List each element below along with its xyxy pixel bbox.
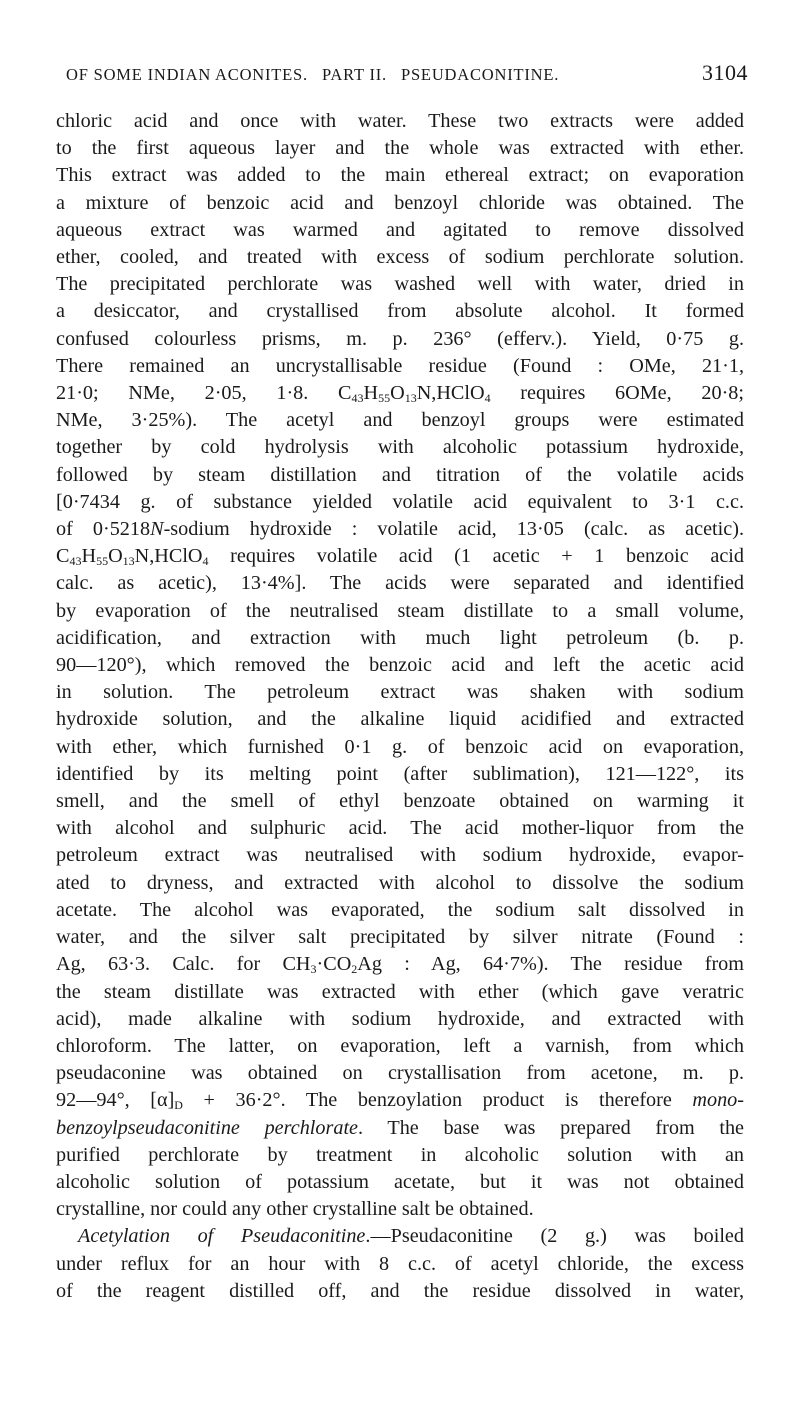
text-line: The precipitated perchlorate was washed well with water, dried in [56,273,744,296]
section-heading-line: Acetylation of Pseudaconitine.—Pseudaconitine (2 g.) was boiled [78,1225,744,1248]
text-line: alcoholic solution of potassium acetate, but it was not obtained [56,1170,744,1193]
text-line: hydroxide solution, and the alkaline liquid acidified and extracted [56,708,744,731]
section-heading: Acetylation of Pseudaconitine [78,1225,366,1248]
text-line: of 0·5218N-sodium hydroxide : volatile acid, 13·05 (calc. as acetic). [56,518,744,541]
text-line: acetate. The alcohol was evaporated, the sodium salt dissolved in [56,898,744,921]
text-line: under reflux for an hour with 8 c.c. of acetyl chloride, the excess [56,1252,744,1275]
text-line: to the first aqueous layer and the whole was extracted with ether. [56,137,744,160]
text-line: There remained an uncrystallisable residue (Found : OMe, 21·1, [56,354,744,377]
text-line: acid), made alkaline with sodium hydroxide, and extracted with [56,1007,744,1030]
text-line: a desiccator, and crystallised from absolute alcohol. It formed [56,300,744,323]
running-title [66,65,559,85]
text-line: benzoylpseudaconitine perchlorate. The base was prepared from the [56,1116,744,1139]
text-line: crystalline, nor could any other crystalline salt be obtained. [56,1198,534,1221]
text-line: ated to dryness, and extracted with alcohol to dissolve the sodium [56,871,744,894]
text-line: smell, and the smell of ethyl benzoate obtained on warming it [56,790,744,813]
running-title-part3: PSEUDACONITINE. [400,65,560,84]
text-line: calc. as acetic), 13·4%]. The acids were separated and identified [56,572,744,595]
text-line: 21·0; NMe, 2·05, 1·8. $C_{43}H_{55}O_{13}N,HClO_4$ requires 6OMe, 20·8; [56,382,744,406]
text-line: purified perchlorate by treatment in alcoholic solution with an [56,1143,744,1166]
text-line: confused colourless prisms, m. p. 236° (efferv.). Yield, 0·75 g. [56,327,744,350]
text-line: 92—94°, $[\alpha]_D + 36\cdot 2^\circ$. The benzoylation product is therefore mono- [56,1089,744,1113]
text-line: aqueous extract was warmed and agitated to remove dissolved [56,218,744,241]
running-title-part2: PART II. [321,65,387,84]
text-line: NMe, 3·25%). The acetyl and benzoyl groups were estimated [56,409,744,432]
text-line: pseudaconine was obtained on crystallisation from acetone, m. p. [56,1062,744,1085]
text-line: 90—120°), which removed the benzoic acid and left the acetic acid [56,654,744,677]
text-line: ether, cooled, and treated with excess of sodium perchlorate solution. [56,246,744,269]
text-line: with ether, which furnished 0·1 g. of benzoic acid on evaporation, [56,735,744,758]
text-line: a mixture of benzoic acid and benzoyl chloride was obtained. The [56,191,744,214]
text-line: together by cold hydrolysis with alcoholic potassium hydroxide, [56,436,744,459]
text-line: of the reagent distilled off, and the residue dissolved in water, [56,1279,744,1302]
text-line: by evaporation of the neutralised steam distillate to a small volume, [56,599,744,622]
running-header [66,60,748,86]
text-line: [0·7434 g. of substance yielded volatile acid equivalent to 3·1 c.c. [56,490,744,513]
text-line: with alcohol and sulphuric acid. The acid mother-liquor from the [56,817,744,840]
running-title-part1: OF SOME INDIAN ACONITES. [66,65,308,84]
text-line: identified by its melting point (after sublimation), 121—122°, its [56,762,744,785]
text-line: acidification, and extraction with much light petroleum (b. p. [56,626,744,649]
text-line: This extract was added to the main ethereal extract; on evaporation [56,164,744,187]
text-line: $C_{43}H_{55}O_{13}N,HClO_4$ requires volatile acid (1 acetic + 1 benzoic acid [56,545,744,569]
text-line: chloric acid and once with water. These two extracts were added [56,110,744,132]
text-line: followed by steam distillation and titration of the volatile acids [56,463,744,486]
text-line: water, and the silver salt precipitated by silver nitrate (Found : [56,926,744,949]
text-line: petroleum extract was neutralised with sodium hydroxide, evapor- [56,844,744,867]
page-number: 3104 [702,60,748,85]
text-line: in solution. The petroleum extract was shaken with sodium [56,681,744,704]
body-paragraph [56,108,744,1305]
text-line: Ag, 63·3. Calc. for $CH_3\cdot CO_2Ag$ : Ag, 64·7%). The residue from [56,953,744,977]
text-line: chloroform. The latter, on evaporation, left a varnish, from which [56,1034,744,1057]
text-line: the steam distillate was extracted with ether (which gave veratric [56,980,744,1003]
